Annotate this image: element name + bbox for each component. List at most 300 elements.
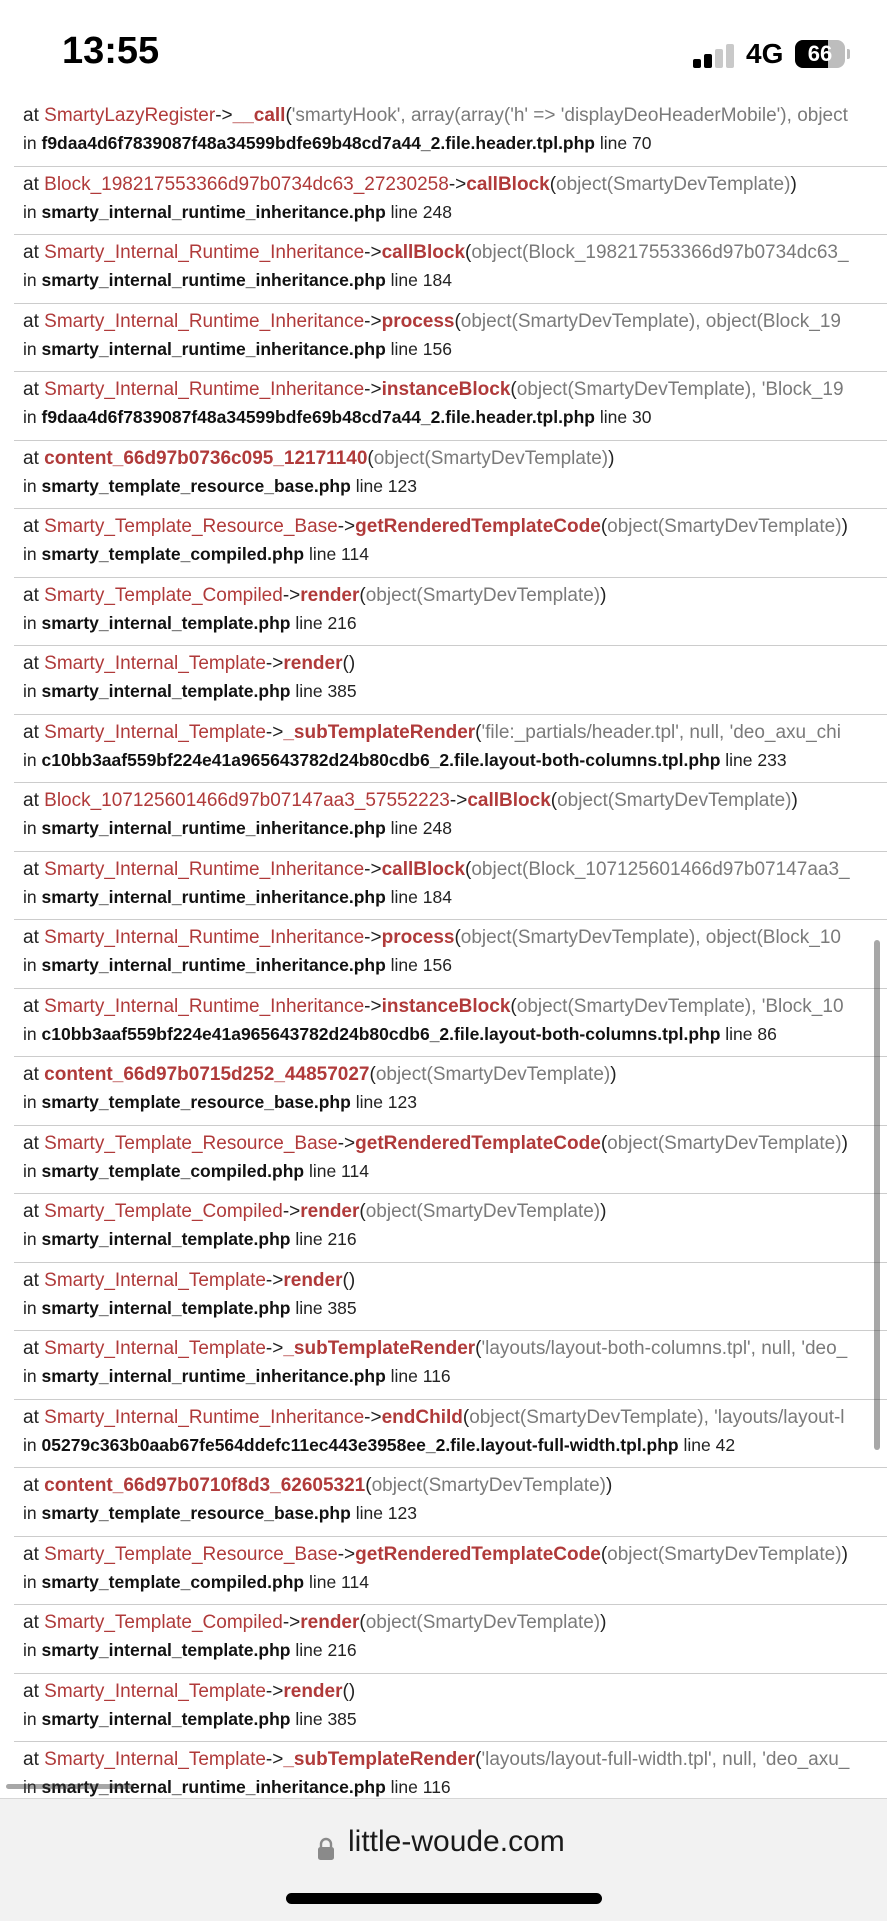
trace-class: Smarty_Internal_Runtime_Inheritance: [44, 1406, 365, 1428]
trace-location-line: [23, 472, 887, 501]
trace-open-paren: (: [359, 1201, 366, 1222]
trace-close-paren: ): [600, 1612, 607, 1633]
trace-row: [14, 1468, 887, 1537]
trace-open-paren: (: [342, 1269, 349, 1291]
trace-function: endChild: [381, 1406, 463, 1428]
trace-at-keyword: at: [23, 310, 39, 332]
trace-at-keyword: at: [23, 1543, 39, 1565]
trace-line-number: line 248: [390, 818, 452, 838]
trace-call-line: [23, 923, 887, 952]
trace-close-paren: ): [600, 1201, 607, 1222]
trace-open-paren: (: [600, 516, 608, 537]
trace-file: smarty_internal_runtime_inheritance.php: [41, 270, 386, 290]
trace-in-keyword: in: [23, 1023, 37, 1044]
trace-call-line: [23, 170, 887, 199]
trace-open-paren: (: [454, 310, 461, 332]
trace-line-number: line 248: [390, 201, 452, 222]
trace-location-line: [23, 746, 887, 775]
trace-arrow: ->: [265, 1338, 284, 1359]
trace-close-paren: ): [608, 447, 615, 469]
battery-icon: [795, 40, 850, 68]
trace-arrow: ->: [337, 1543, 356, 1565]
horizontal-scrollbar[interactable]: [6, 1784, 134, 1789]
trace-open-paren: (: [475, 1749, 482, 1770]
trace-call-line: [23, 1745, 887, 1774]
trace-at-keyword: at: [23, 790, 39, 811]
trace-location-line: [23, 1157, 887, 1186]
trace-open-paren: (: [549, 173, 557, 195]
trace-call-line: [23, 786, 887, 815]
trace-location-line: [23, 883, 887, 912]
trace-open-paren: (: [342, 1680, 349, 1702]
trace-class: Smarty_Internal_Runtime_Inheritance: [44, 310, 365, 332]
trace-line-number: line 42: [683, 1434, 736, 1455]
trace-row: [14, 1400, 887, 1469]
trace-close-paren: ): [841, 516, 848, 537]
trace-row: [14, 852, 887, 921]
trace-arguments: object(SmartyDevTemplate): [557, 790, 792, 811]
trace-location-line: [23, 1636, 887, 1665]
trace-arguments: 'smartyHook', array(array('h' => 'displayDeoHeaderMobile'), object: [291, 105, 848, 126]
trace-function: content_66d97b0736c095_12171140: [44, 447, 368, 469]
trace-class: Smarty_Internal_Runtime_Inheritance: [44, 858, 365, 880]
trace-open-paren: (: [369, 1064, 376, 1085]
trace-arrow: ->: [282, 1612, 301, 1633]
trace-file: smarty_internal_runtime_inheritance.php: [41, 1366, 386, 1386]
trace-arguments: object(SmartyDevTemplate): [373, 447, 609, 469]
trace-row: [14, 1742, 887, 1798]
trace-location-line: [23, 814, 887, 843]
trace-arguments: object(SmartyDevTemplate), object(Block_10: [460, 927, 841, 948]
trace-at-keyword: at: [23, 1201, 39, 1222]
trace-open-paren: (: [465, 858, 472, 880]
trace-call-line: [23, 1334, 887, 1363]
trace-location-line: [23, 1020, 887, 1049]
trace-location-line: [23, 198, 887, 227]
trace-line-number: line 385: [295, 681, 357, 701]
trace-arrow: ->: [282, 1201, 301, 1222]
trace-at-keyword: at: [23, 1406, 39, 1428]
trace-file: smarty_internal_runtime_inheritance.php: [41, 955, 386, 975]
trace-open-paren: (: [600, 1543, 608, 1565]
trace-arrow: ->: [364, 379, 382, 400]
trace-at-keyword: at: [23, 1612, 39, 1633]
trace-arguments: object(Block_107125601466d97b07147aa3_: [471, 858, 850, 880]
trace-class: Smarty_Internal_Template: [44, 1338, 266, 1359]
trace-arrow: ->: [448, 173, 467, 195]
trace-class: Smarty_Internal_Template: [44, 721, 266, 743]
trace-in-keyword: in: [23, 1229, 37, 1249]
trace-in-keyword: in: [23, 338, 37, 359]
trace-class: Smarty_Internal_Template: [44, 1269, 266, 1291]
trace-arrow: ->: [337, 1132, 356, 1154]
trace-arrow: ->: [364, 310, 382, 332]
trace-function: __call: [232, 105, 286, 126]
trace-line-number: line 123: [355, 1503, 417, 1523]
trace-class: Smarty_Internal_Template: [44, 1680, 266, 1702]
trace-open-paren: (: [365, 1475, 372, 1496]
trace-function: process: [381, 927, 455, 948]
trace-file: smarty_template_resource_base.php: [41, 1503, 351, 1523]
browser-address-bar[interactable]: [0, 1798, 887, 1921]
trace-arrow: ->: [265, 1680, 284, 1702]
trace-arguments: object(SmartyDevTemplate), 'Block_19: [516, 379, 844, 400]
trace-arguments: object(SmartyDevTemplate), 'Block_10: [516, 995, 844, 1017]
trace-arrow: ->: [282, 584, 301, 606]
trace-close-paren: ): [348, 653, 356, 674]
trace-in-keyword: in: [23, 201, 37, 222]
trace-function: callBlock: [381, 242, 466, 263]
trace-line-number: line 156: [390, 955, 452, 975]
trace-location-line: [23, 951, 887, 980]
trace-arguments: 'layouts/layout-both-columns.tpl', null, 'deo_: [481, 1338, 848, 1359]
trace-at-keyword: at: [23, 105, 39, 126]
trace-function: _subTemplateRender: [283, 1749, 476, 1770]
trace-row: [14, 578, 887, 647]
trace-class: Smarty_Template_Compiled: [44, 584, 283, 606]
vertical-scrollbar[interactable]: [874, 940, 880, 1450]
trace-function: render: [283, 1680, 343, 1702]
trace-row: [14, 98, 887, 167]
trace-at-keyword: at: [23, 1680, 39, 1702]
lock-icon: [318, 1837, 334, 1861]
trace-open-paren: (: [550, 790, 558, 811]
trace-file: smarty_template_resource_base.php: [41, 1092, 351, 1112]
trace-call-line: [23, 1403, 887, 1432]
trace-arrow: ->: [215, 105, 233, 126]
trace-at-keyword: at: [23, 1475, 39, 1496]
trace-call-line: [23, 649, 887, 678]
trace-function: getRenderedTemplateCode: [355, 1543, 601, 1565]
trace-call-line: [23, 581, 887, 610]
trace-class: Smarty_Template_Compiled: [44, 1201, 283, 1222]
trace-in-keyword: in: [23, 1434, 37, 1455]
trace-at-keyword: at: [23, 858, 39, 880]
trace-row: [14, 509, 887, 578]
trace-class: Block_107125601466d97b07147aa3_57552223: [44, 790, 450, 811]
trace-open-paren: (: [462, 1406, 470, 1428]
trace-in-keyword: in: [23, 818, 37, 838]
trace-open-paren: (: [465, 242, 472, 263]
trace-file: 05279c363b0aab67fe564ddefc11ec443e3958ee_2.file.layout-full-width.tpl.php: [41, 1434, 679, 1455]
trace-function: callBlock: [466, 173, 550, 195]
trace-at-keyword: at: [23, 1338, 39, 1359]
trace-location-line: [23, 609, 887, 638]
trace-in-keyword: in: [23, 886, 37, 907]
trace-row: [14, 1331, 887, 1400]
trace-at-keyword: at: [23, 1132, 39, 1154]
trace-function: instanceBlock: [381, 379, 511, 400]
trace-function: render: [283, 653, 343, 674]
trace-row: [14, 1263, 887, 1332]
trace-class: Smarty_Internal_Runtime_Inheritance: [44, 242, 365, 263]
trace-arrow: ->: [265, 653, 284, 674]
trace-arrow: ->: [265, 1749, 284, 1770]
trace-arguments: object(SmartyDevTemplate), object(Block_19: [460, 310, 841, 332]
trace-location-line: [23, 1705, 887, 1734]
trace-location-line: [23, 540, 887, 569]
trace-class: Smarty_Template_Resource_Base: [44, 1543, 338, 1565]
trace-class: Block_198217553366d97b0734dc63_27230258: [44, 173, 449, 195]
trace-function: getRenderedTemplateCode: [355, 516, 601, 537]
trace-call-line: [23, 718, 887, 747]
trace-in-keyword: in: [23, 1297, 37, 1318]
trace-at-keyword: at: [23, 1269, 39, 1291]
trace-close-paren: ): [348, 1269, 356, 1291]
trace-arguments: 'file:_partials/header.tpl', null, 'deo_axu_chi: [481, 721, 841, 743]
trace-function: render: [300, 584, 360, 606]
trace-in-keyword: in: [23, 1571, 37, 1592]
trace-arrow: ->: [364, 995, 382, 1017]
trace-in-keyword: in: [23, 1092, 37, 1112]
trace-line-number: line 184: [390, 270, 452, 290]
trace-function: callBlock: [467, 790, 551, 811]
trace-row: [14, 1537, 887, 1606]
trace-arguments: object(SmartyDevTemplate): [365, 1612, 601, 1633]
trace-row: [14, 441, 887, 510]
status-time: 13:55: [62, 30, 160, 72]
trace-line-number: line 385: [295, 1297, 357, 1318]
trace-in-keyword: in: [23, 1503, 37, 1523]
trace-function: process: [381, 310, 455, 332]
trace-line-number: line 116: [390, 1777, 451, 1797]
trace-close-paren: ): [600, 584, 607, 606]
trace-file: smarty_internal_runtime_inheritance.php: [41, 886, 386, 907]
trace-class: Smarty_Internal_Template: [44, 653, 266, 674]
trace-file: smarty_internal_template.php: [41, 1708, 291, 1729]
home-indicator[interactable]: [286, 1893, 602, 1904]
trace-row: [14, 167, 887, 236]
trace-location-line: [23, 266, 887, 295]
trace-close-paren: ): [610, 1064, 617, 1085]
trace-file: f9daa4d6f7839087f48a34599bdfe69b48cd7a44_2.file.header.tpl.php: [41, 407, 595, 427]
trace-file: smarty_template_compiled.php: [41, 1571, 305, 1592]
trace-location-line: [23, 335, 887, 364]
trace-line-number: line 216: [295, 1229, 357, 1249]
trace-line-number: line 233: [725, 749, 787, 770]
trace-call-line: [23, 101, 887, 130]
trace-line-number: line 70: [599, 133, 652, 153]
trace-row: [14, 1126, 887, 1195]
trace-class: Smarty_Internal_Runtime_Inheritance: [44, 995, 365, 1017]
trace-call-line: [23, 238, 887, 267]
trace-row: [14, 304, 887, 373]
trace-line-number: line 385: [295, 1708, 357, 1729]
trace-class: SmartyLazyRegister: [44, 105, 216, 126]
trace-open-paren: (: [342, 653, 349, 674]
trace-row: [14, 783, 887, 852]
trace-row: [14, 372, 887, 441]
trace-location-line: [23, 129, 887, 158]
trace-in-keyword: in: [23, 1160, 37, 1181]
trace-in-keyword: in: [23, 955, 37, 975]
trace-class: Smarty_Template_Resource_Base: [44, 516, 338, 537]
trace-function: _subTemplateRender: [283, 721, 476, 743]
trace-file: smarty_internal_runtime_inheritance.php: [41, 818, 386, 838]
trace-arrow: ->: [337, 516, 356, 537]
trace-file: smarty_internal_runtime_inheritance.php: [41, 201, 386, 222]
trace-location-line: [23, 403, 887, 432]
trace-location-line: [23, 1294, 887, 1323]
trace-line-number: line 184: [390, 886, 452, 907]
trace-file: smarty_template_compiled.php: [41, 1160, 305, 1181]
trace-file: smarty_internal_template.php: [41, 1229, 291, 1249]
trace-at-keyword: at: [23, 927, 39, 948]
trace-row: [14, 1605, 887, 1674]
trace-at-keyword: at: [23, 721, 39, 743]
trace-line-number: line 114: [308, 544, 369, 564]
trace-line-number: line 114: [308, 1571, 369, 1592]
trace-in-keyword: in: [23, 1366, 37, 1386]
trace-call-line: [23, 1197, 887, 1226]
trace-close-paren: ): [348, 1680, 356, 1702]
trace-file: smarty_internal_template.php: [41, 681, 291, 701]
trace-arrow: ->: [364, 858, 382, 880]
trace-at-keyword: at: [23, 1064, 39, 1085]
trace-location-line: [23, 1568, 887, 1597]
trace-arguments: object(SmartyDevTemplate): [365, 1201, 601, 1222]
status-bar: [0, 0, 887, 98]
trace-open-paren: (: [359, 1612, 366, 1633]
trace-row: [14, 1194, 887, 1263]
trace-close-paren: ): [841, 1543, 848, 1565]
trace-call-line: [23, 512, 887, 541]
trace-at-keyword: at: [23, 447, 39, 469]
trace-in-keyword: in: [23, 1708, 37, 1729]
trace-class: Smarty_Internal_Template: [44, 1749, 266, 1770]
trace-line-number: line 123: [355, 475, 417, 496]
battery-percentage: 66: [807, 41, 833, 66]
trace-file: smarty_internal_template.php: [41, 1640, 291, 1660]
trace-arguments: object(SmartyDevTemplate): [371, 1475, 606, 1496]
trace-line-number: line 86: [725, 1023, 777, 1044]
trace-line-number: line 30: [599, 407, 652, 427]
cellular-signal-icon: [693, 44, 735, 68]
trace-line-number: line 156: [390, 338, 452, 359]
trace-in-keyword: in: [23, 407, 37, 427]
trace-function: getRenderedTemplateCode: [355, 1132, 601, 1154]
trace-close-paren: ): [841, 1132, 848, 1154]
trace-function: render: [300, 1201, 360, 1222]
trace-in-keyword: in: [23, 612, 37, 633]
trace-at-keyword: at: [23, 516, 39, 537]
trace-class: Smarty_Template_Resource_Base: [44, 1132, 338, 1154]
stack-trace-page[interactable]: [0, 98, 887, 1798]
trace-row: [14, 920, 887, 989]
trace-function: content_66d97b0710f8d3_62605321: [44, 1475, 366, 1496]
trace-file: c10bb3aaf559bf224e41a965643782d24b80cdb6_2.file.layout-both-columns.tpl.php: [41, 749, 721, 770]
trace-at-keyword: at: [23, 653, 39, 674]
trace-file: smarty_internal_runtime_inheritance.php: [41, 338, 386, 359]
trace-call-line: [23, 1677, 887, 1706]
trace-open-paren: (: [475, 721, 482, 743]
trace-open-paren: (: [285, 105, 292, 126]
trace-file: smarty_template_compiled.php: [41, 544, 305, 564]
trace-file: smarty_template_resource_base.php: [41, 475, 351, 496]
trace-arguments: object(SmartyDevTemplate): [607, 1543, 842, 1565]
trace-location-line: [23, 1088, 887, 1117]
trace-file: c10bb3aaf559bf224e41a965643782d24b80cdb6_2.file.layout-both-columns.tpl.php: [41, 1023, 721, 1044]
trace-open-paren: (: [454, 927, 461, 948]
trace-call-line: [23, 1471, 887, 1500]
trace-call-line: [23, 855, 887, 884]
trace-row: [14, 235, 887, 304]
trace-row: [14, 1057, 887, 1126]
trace-arguments: object(SmartyDevTemplate): [375, 1064, 611, 1085]
trace-line-number: line 114: [308, 1160, 369, 1181]
trace-in-keyword: in: [23, 133, 37, 153]
trace-file: smarty_internal_runtime_inheritance.php: [41, 1777, 386, 1797]
trace-arguments: 'layouts/layout-full-width.tpl', null, 'deo_axu_: [481, 1749, 850, 1770]
trace-arguments: object(SmartyDevTemplate): [607, 1132, 842, 1154]
trace-in-keyword: in: [23, 475, 37, 496]
trace-arrow: ->: [364, 242, 382, 263]
trace-open-paren: (: [359, 584, 366, 606]
trace-location-line: [23, 677, 887, 706]
trace-in-keyword: in: [23, 270, 37, 290]
trace-arguments: object(SmartyDevTemplate): [556, 173, 791, 195]
trace-at-keyword: at: [23, 173, 39, 195]
trace-location-line: [23, 1225, 887, 1254]
trace-in-keyword: in: [23, 1777, 37, 1797]
trace-line-number: line 123: [355, 1092, 417, 1112]
trace-location-line: [23, 1499, 887, 1528]
trace-arrow: ->: [364, 927, 382, 948]
trace-open-paren: (: [510, 379, 517, 400]
trace-row: [14, 646, 887, 715]
trace-file: smarty_internal_template.php: [41, 1297, 291, 1318]
trace-arrow: ->: [449, 790, 468, 811]
trace-call-line: [23, 1608, 887, 1637]
trace-call-line: [23, 1060, 887, 1089]
trace-open-paren: (: [367, 447, 374, 469]
trace-in-keyword: in: [23, 749, 37, 770]
trace-location-line: [23, 1773, 887, 1798]
trace-line-number: line 216: [295, 612, 357, 633]
trace-class: Smarty_Internal_Runtime_Inheritance: [44, 379, 365, 400]
trace-row: [14, 1674, 887, 1743]
trace-call-line: [23, 375, 887, 404]
trace-function: content_66d97b0715d252_44857027: [44, 1064, 370, 1085]
url-text[interactable]: little-woude.com: [348, 1825, 565, 1858]
trace-arrow: ->: [265, 721, 284, 743]
trace-call-line: [23, 1266, 887, 1295]
trace-file: smarty_internal_template.php: [41, 612, 291, 633]
trace-at-keyword: at: [23, 379, 39, 400]
trace-in-keyword: in: [23, 1640, 37, 1660]
trace-close-paren: ): [790, 173, 797, 195]
trace-line-number: line 116: [390, 1366, 451, 1386]
trace-function: instanceBlock: [381, 995, 511, 1017]
trace-call-line: [23, 1129, 887, 1158]
trace-location-line: [23, 1362, 887, 1391]
trace-arguments: object(SmartyDevTemplate): [365, 584, 601, 606]
trace-call-line: [23, 992, 887, 1021]
stack-trace-list: [0, 98, 887, 1798]
trace-close-paren: ): [605, 1475, 613, 1496]
trace-function: _subTemplateRender: [283, 1338, 476, 1359]
trace-class: Smarty_Template_Compiled: [44, 1612, 283, 1633]
trace-at-keyword: at: [23, 584, 39, 606]
trace-arguments: object(SmartyDevTemplate): [607, 516, 842, 537]
trace-open-paren: (: [510, 995, 517, 1017]
trace-function: callBlock: [381, 858, 466, 880]
trace-call-line: [23, 307, 887, 336]
trace-class: Smarty_Internal_Runtime_Inheritance: [44, 927, 365, 948]
trace-function: render: [300, 1612, 360, 1633]
trace-file: f9daa4d6f7839087f48a34599bdfe69b48cd7a44_2.file.header.tpl.php: [41, 133, 595, 153]
trace-line-number: line 216: [295, 1640, 357, 1660]
